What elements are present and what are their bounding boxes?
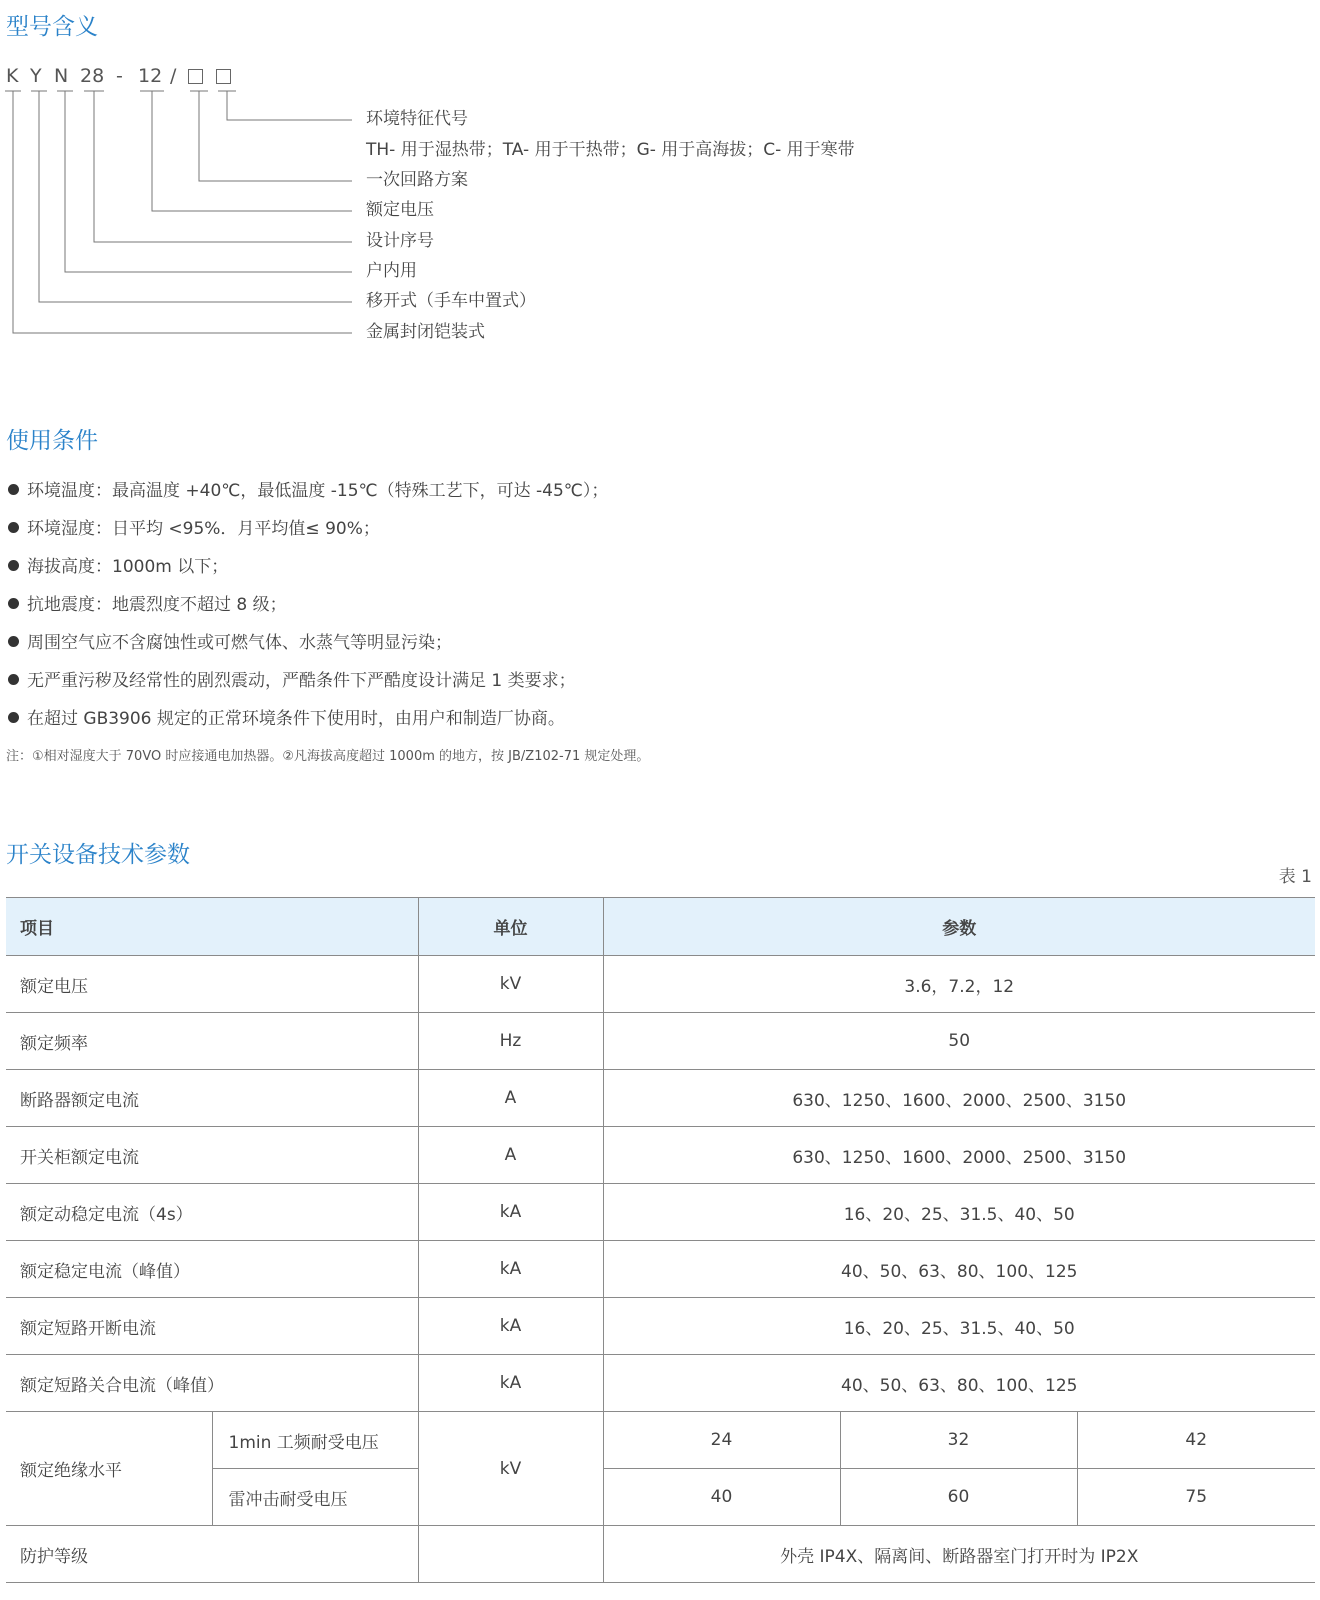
conditions-heading: 使用条件 <box>6 428 98 454</box>
condition-item: 周围空气应不含腐蚀性或可燃气体、水蒸气等明显污染； <box>8 632 452 654</box>
model-connector-lines <box>0 0 360 345</box>
conditions-note: 注：①相对湿度大于 70VO 时应接通电加热器。②凡海拔高度超过 1000m 的地方，按 JB/Z102-71 规定处理。 <box>6 749 650 764</box>
table-row <box>6 1127 1315 1184</box>
row-value: 630、1250、1600、2000、2500、3150 <box>603 1070 1315 1127</box>
table-row <box>6 956 1315 1013</box>
row-unit: kV <box>418 956 603 1013</box>
insulation-item: 额定绝缘水平 <box>6 1412 212 1526</box>
label-voltage: 额定电压 <box>366 200 434 220</box>
row-item: 额定短路关合电流（峰值） <box>6 1355 418 1412</box>
code-dash: - <box>116 65 123 87</box>
header-unit: 单位 <box>418 898 603 956</box>
code-12: 12 <box>138 65 163 87</box>
bullet-icon <box>8 712 19 723</box>
row-unit: kA <box>418 1298 603 1355</box>
row-value: 630、1250、1600、2000、2500、3150 <box>603 1127 1315 1184</box>
bullet-icon <box>8 674 19 685</box>
row-unit: Hz <box>418 1013 603 1070</box>
row-item: 额定稳定电流（峰值） <box>6 1241 418 1298</box>
bullet-icon <box>8 522 19 533</box>
bullet-icon <box>8 636 19 647</box>
table-header-row <box>6 898 1315 956</box>
bullet-icon <box>8 598 19 609</box>
condition-item: 环境湿度：日平均 <95%．月平均值≤ 90%； <box>8 518 380 540</box>
impulse-value: 75 <box>1077 1469 1315 1526</box>
specs-heading: 开关设备技术参数 <box>6 842 190 868</box>
impulse-value: 40 <box>603 1469 840 1526</box>
label-withdrawable: 移开式（手车中置式） <box>366 291 536 311</box>
condition-item: 环境温度：最高温度 +40℃，最低温度 -15℃（特殊工艺下，可达 -45℃）； <box>8 480 608 502</box>
label-metal-clad: 金属封闭铠装式 <box>366 322 485 342</box>
label-design-no: 设计序号 <box>366 231 434 251</box>
insulation-unit: kV <box>418 1412 603 1526</box>
table-row <box>6 1070 1315 1127</box>
header-item: 项目 <box>6 898 418 956</box>
table-row <box>6 1184 1315 1241</box>
row-item: 额定短路开断电流 <box>6 1298 418 1355</box>
condition-item: 抗地震度：地震烈度不超过 8 级； <box>8 594 287 616</box>
row-item: 额定电压 <box>6 956 418 1013</box>
specs-table <box>6 897 1315 1583</box>
row-unit: A <box>418 1070 603 1127</box>
code-y: Y <box>30 65 42 87</box>
code-28: 28 <box>80 65 105 87</box>
model-heading: 型号含义 <box>6 14 98 40</box>
table-caption: 表 1 <box>1278 867 1312 887</box>
impulse-value: 60 <box>840 1469 1077 1526</box>
power-freq-value: 32 <box>840 1412 1077 1469</box>
power-freq-value: 24 <box>603 1412 840 1469</box>
condition-item: 无严重污秽及经常性的剧烈震动，严酷条件下严酷度设计满足 1 类要求； <box>8 670 576 692</box>
impulse-label: 雷冲击耐受电压 <box>212 1469 418 1526</box>
row-item: 额定频率 <box>6 1013 418 1070</box>
label-indoor: 户内用 <box>366 261 417 281</box>
protection-value: 外壳 IP4X、隔离间、断路器室门打开时为 IP2X <box>603 1526 1315 1583</box>
row-item: 断路器额定电流 <box>6 1070 418 1127</box>
power-freq-value: 42 <box>1077 1412 1315 1469</box>
code-k: K <box>6 65 19 87</box>
row-unit: kA <box>418 1184 603 1241</box>
bullet-icon <box>8 484 19 495</box>
row-unit: kA <box>418 1241 603 1298</box>
row-item: 额定动稳定电流（4s） <box>6 1184 418 1241</box>
protection-unit <box>418 1526 603 1583</box>
header-param: 参数 <box>603 898 1315 956</box>
code-slash: / <box>170 65 177 87</box>
label-env-code: 环境特征代号 <box>366 109 468 129</box>
condition-item: 海拔高度：1000m 以下； <box>8 556 228 578</box>
table-row-insulation-power <box>6 1412 1315 1469</box>
row-value: 50 <box>603 1013 1315 1070</box>
row-item: 开关柜额定电流 <box>6 1127 418 1184</box>
label-env-desc: TH- 用于湿热带；TA- 用于干热带；G- 用于高海拔；C- 用于寒带 <box>366 140 855 160</box>
row-value: 40、50、63、80、100、125 <box>603 1241 1315 1298</box>
power-freq-label: 1min 工频耐受电压 <box>212 1412 418 1469</box>
protection-item: 防护等级 <box>6 1526 418 1583</box>
table-row-protection <box>6 1526 1315 1583</box>
row-unit: A <box>418 1127 603 1184</box>
row-value: 40、50、63、80、100、125 <box>603 1355 1315 1412</box>
table-row <box>6 1241 1315 1298</box>
label-circuit: 一次回路方案 <box>366 170 468 190</box>
row-value: 16、20、25、31.5、40、50 <box>603 1298 1315 1355</box>
code-n: N <box>54 65 69 87</box>
bullet-icon <box>8 560 19 571</box>
table-row <box>6 1013 1315 1070</box>
row-value: 16、20、25、31.5、40、50 <box>603 1184 1315 1241</box>
table-row <box>6 1355 1315 1412</box>
row-value: 3.6，7.2，12 <box>603 956 1315 1013</box>
row-unit: kA <box>418 1355 603 1412</box>
table-row <box>6 1298 1315 1355</box>
condition-item: 在超过 GB3906 规定的正常环境条件下使用时，由用户和制造厂协商。 <box>8 708 565 730</box>
